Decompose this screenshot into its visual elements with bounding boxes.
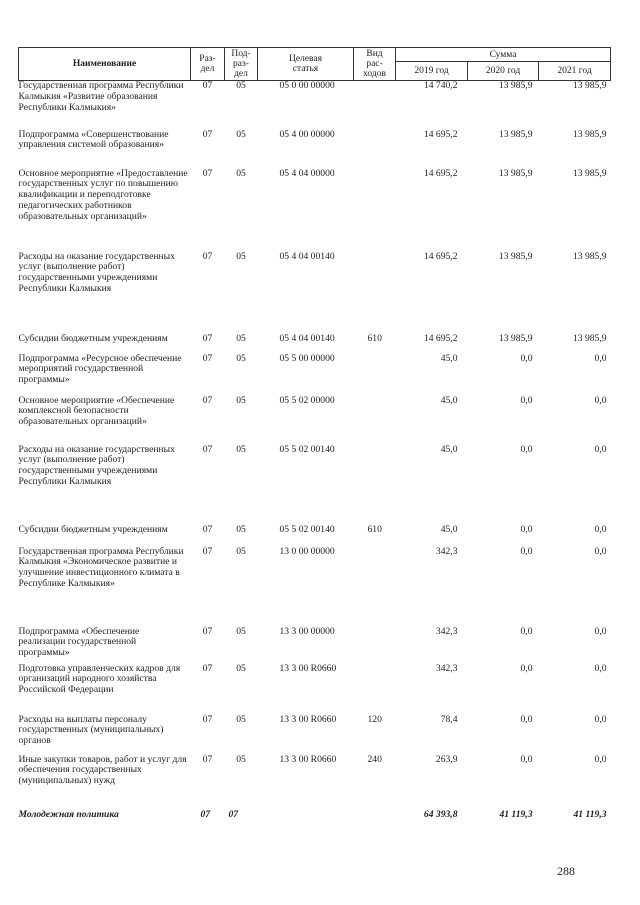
row-kind: [354, 169, 396, 252]
table-row: [19, 81, 611, 130]
row-section: 07: [202, 394, 213, 406]
row-subsection: 05: [236, 625, 246, 637]
row-section: 07: [202, 523, 213, 535]
row-name: Подпрограмма «Совершенствование управления системой образования»: [18, 128, 169, 151]
table-row: [19, 334, 611, 354]
row-sum-2021: 0,0: [594, 545, 607, 557]
header-target: Целевая статья: [258, 48, 354, 81]
row-target: 05 4 04 00140: [279, 332, 335, 344]
row-sum-2021: 13 985,9: [539, 81, 611, 130]
table-row: [19, 525, 611, 547]
row-subsection: 05: [236, 250, 246, 262]
row-sum-2020: 0,0: [520, 625, 533, 637]
row-name: Подготовка управленческих кадров для организаций народного хозяйства Российской Федерации: [18, 662, 181, 696]
row-name: Молодежная политика: [18, 808, 119, 820]
row-sum-2020: 0,0: [520, 713, 533, 725]
header-sum: Сумма: [396, 48, 611, 62]
row-kind: [354, 81, 396, 130]
row-sum-2019: 64 393,8: [423, 808, 458, 820]
row-target: 05 4 04 00000: [279, 167, 335, 179]
row-target: 05 0 00 00000: [258, 81, 354, 130]
row-sum-2019: 45,0: [440, 352, 458, 364]
header-year-2020: 2020 год: [468, 62, 539, 81]
row-target: 13 3 00 00000: [279, 625, 335, 637]
row-subsection: 05: [236, 128, 246, 140]
row-name: Расходы на оказание государственных услуг (выполнение работ) государственными учреждениями Республики Калмыкия: [18, 250, 175, 295]
row-target: 13 0 00 00000: [279, 545, 335, 557]
row-sum-2019: 45,0: [440, 523, 458, 535]
row-name: Основное мероприятие «Предоставление государственных услуг по повышению квалификации и переподготовке педагогических работников образовательных организаций»: [18, 167, 188, 223]
row-sum-2019: 342,3: [435, 545, 458, 557]
row-section: 07: [202, 332, 213, 344]
row-section: 07: [202, 753, 213, 765]
row-sum-2021: 13 985,9: [572, 332, 607, 344]
row-section: 07: [202, 662, 213, 674]
row-sum-2020: 13 985,9: [498, 332, 533, 344]
row-kind: 610: [367, 523, 382, 535]
row-sum-2021: 41 119,3: [573, 808, 607, 820]
header-year-2021: 2021 год: [539, 62, 611, 81]
row-sum-2021: 0,0: [594, 443, 607, 455]
row-kind: 240: [367, 753, 382, 765]
row-sum-2019: 14 695,2: [423, 332, 458, 344]
row-section: 07: [202, 625, 213, 637]
row-target: 13 3 00 R0660: [279, 753, 337, 765]
budget-table: [18, 47, 611, 823]
row-section: 07: [202, 250, 213, 262]
row-subsection: 05: [236, 713, 246, 725]
table-row: [19, 445, 611, 525]
row-section: 07: [202, 713, 213, 725]
table-row: [19, 664, 611, 715]
row-kind: 120: [367, 713, 382, 725]
row-subsection: 05: [236, 332, 246, 344]
row-kind: [354, 445, 396, 525]
row-sum-2020: 13 985,9: [498, 167, 533, 179]
row-sum-2021: 0,0: [594, 753, 607, 765]
row-name: Расходы на выплаты персоналу государственных (муниципальных) органов: [18, 713, 164, 747]
row-name: Государственная программа Республики Калмыкия «Экономическое развитие и улучшение инвестиционного климата в Республике Калмыкия»: [18, 545, 184, 590]
row-subsection: 05: [236, 167, 246, 179]
row-sum-2019: 342,3: [435, 662, 458, 674]
row-target: 05 5 00 00000: [279, 352, 335, 364]
row-kind: [354, 809, 396, 823]
row-subsection: 05: [236, 753, 246, 765]
row-subsection: 07: [228, 808, 239, 820]
row-sum-2020: 0,0: [520, 443, 533, 455]
header-year-2019: 2019 год: [396, 62, 468, 81]
row-target: 05 5 02 00140: [279, 523, 335, 535]
row-name: Подпрограмма «Обеспечение реализации государственной программы»: [18, 625, 140, 659]
row-sum-2020: 0,0: [520, 394, 533, 406]
row-sum-2019: 14 740,2: [396, 81, 468, 130]
row-sum-2019: 78,4: [440, 713, 458, 725]
row-subsection: 05: [236, 352, 246, 364]
row-name: Подпрограмма «Ресурсное обеспечение мероприятий государственной программы»: [18, 352, 182, 386]
table-row: [19, 547, 611, 627]
row-section: 07: [202, 128, 213, 140]
table-header: [19, 48, 611, 81]
row-subsection: 05: [236, 545, 246, 557]
header-section: Раз- дел: [191, 48, 225, 81]
table-row: [19, 354, 611, 396]
row-sum-2020: 0,0: [520, 352, 533, 364]
row-sum-2019: 45,0: [440, 443, 458, 455]
row-sum-2020: 0,0: [520, 523, 533, 535]
row-kind: 610: [367, 332, 382, 344]
table-row: [19, 627, 611, 664]
table-row: [19, 130, 611, 169]
row-target: 13 3 00 R0660: [279, 713, 337, 725]
row-name: Государственная программа Республики Калмыкия «Развитие образования Республики Калмыкия»: [19, 81, 191, 130]
row-target: 13 3 00 R0660: [279, 662, 337, 674]
table-row: [19, 715, 611, 755]
row-name: Основное мероприятие «Обеспечение комплексной безопасности образовательных организаций»: [18, 394, 175, 428]
row-kind: [354, 627, 396, 664]
row-sum-2019: 14 695,2: [423, 128, 458, 140]
row-subsection: 05: [225, 81, 258, 130]
row-name: Субсидии бюджетным учреждениям: [18, 523, 168, 535]
row-target: 05 4 04 00140: [279, 250, 335, 262]
row-target: 05 4 00 00000: [279, 128, 335, 140]
row-sum-2021: 13 985,9: [572, 250, 607, 262]
row-sum-2019: 45,0: [440, 394, 458, 406]
row-section: 07: [202, 443, 213, 455]
row-sum-2020: 0,0: [520, 662, 533, 674]
table-row: [19, 396, 611, 445]
row-subsection: 05: [236, 394, 246, 406]
row-section: 07: [202, 167, 213, 179]
row-sum-2021: 0,0: [594, 713, 607, 725]
row-sum-2021: 0,0: [594, 352, 607, 364]
row-sum-2021: 13 985,9: [572, 167, 607, 179]
row-sum-2020: 13 985,9: [468, 81, 539, 130]
row-kind: [354, 252, 396, 334]
row-subsection: 05: [236, 443, 246, 455]
row-sum-2021: 13 985,9: [572, 128, 607, 140]
row-section: 07: [202, 545, 213, 557]
table-row: [19, 755, 611, 809]
row-sum-2021: 0,0: [594, 523, 607, 535]
row-subsection: 05: [236, 662, 246, 674]
header-kind: Вид рас- ходов: [354, 48, 396, 81]
row-sum-2019: 14 695,2: [423, 167, 458, 179]
row-sum-2021: 0,0: [594, 394, 607, 406]
row-name: Субсидии бюджетным учреждениям: [18, 332, 168, 344]
row-sum-2020: 41 119,3: [499, 808, 533, 820]
row-target: 05 5 02 00140: [279, 443, 335, 455]
row-sum-2021: 0,0: [594, 662, 607, 674]
table-row: [19, 252, 611, 334]
row-target: 05 5 02 00000: [279, 394, 335, 406]
row-kind: [354, 130, 396, 169]
row-sum-2019: 342,3: [435, 625, 458, 637]
row-subsection: 05: [236, 523, 246, 535]
row-kind: [354, 664, 396, 715]
row-kind: [354, 354, 396, 396]
row-target: [258, 809, 354, 823]
header-name: Наименование: [19, 48, 191, 81]
row-sum-2019: 263,9: [435, 753, 458, 765]
row-section: 07: [200, 808, 211, 820]
header-subsection: Под- раз- дел: [225, 48, 258, 81]
row-sum-2020: 0,0: [520, 545, 533, 557]
row-sum-2020: 13 985,9: [498, 250, 533, 262]
row-sum-2019: 14 695,2: [423, 250, 458, 262]
table-body: [19, 81, 611, 823]
row-kind: [354, 396, 396, 445]
row-sum-2021: 0,0: [594, 625, 607, 637]
row-name: Расходы на оказание государственных услуг (выполнение работ) государственными учреждениями Республики Калмыкия: [18, 443, 175, 488]
table-row: [19, 169, 611, 252]
page-number: 288: [557, 864, 575, 878]
row-name: Иные закупки товаров, работ и услуг для обеспечения государственных (муниципальных) нужд: [18, 753, 187, 787]
row-section: 07: [191, 81, 225, 130]
table-row-total: [19, 809, 611, 823]
row-section: 07: [202, 352, 213, 364]
row-sum-2020: 0,0: [520, 753, 533, 765]
row-sum-2020: 13 985,9: [498, 128, 533, 140]
row-kind: [354, 547, 396, 627]
